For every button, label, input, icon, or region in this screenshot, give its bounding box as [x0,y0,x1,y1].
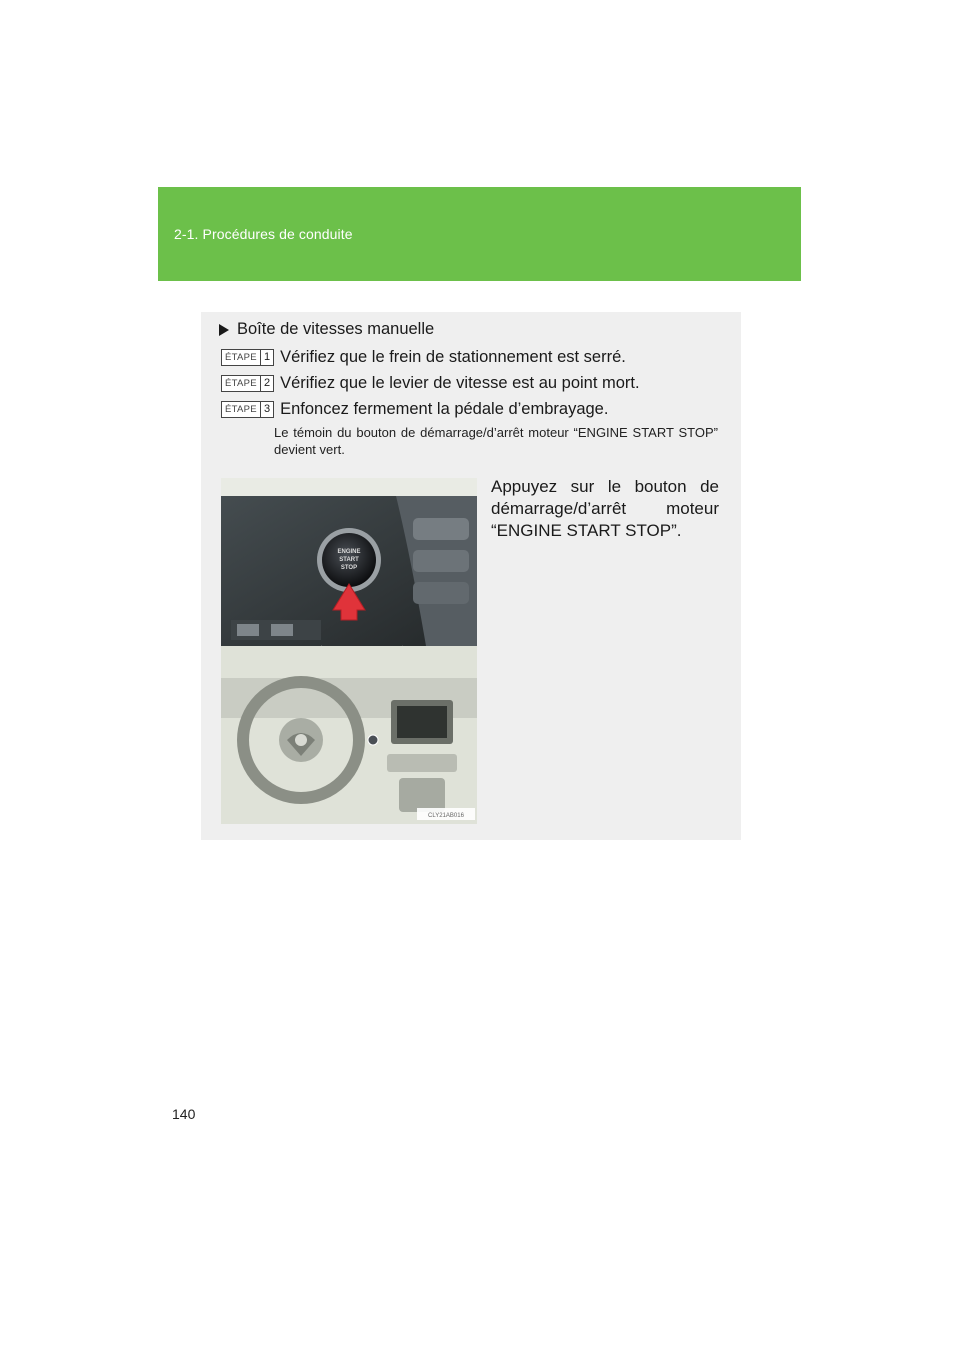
section-heading [219,320,434,339]
button-text-engine: ENGINE [337,549,361,555]
button-text-stop: STOP [340,565,358,571]
content-box [201,312,741,840]
step-1 [221,348,626,367]
header-band [158,187,801,281]
step-badge [221,375,274,392]
step-3 [221,400,608,419]
button-text-start: START [339,557,359,563]
step-2 [221,374,640,393]
step-badge-label: ÉTAPE [222,376,260,391]
step-badge [221,349,274,366]
step-badge-number: 1 [260,350,273,365]
step-3-note: Le témoin du bouton de démarrage/d’arrêt moteur “ENGINE START STOP” devient vert. [274,425,718,457]
step-badge-number: 2 [260,376,273,391]
chapter-title: 2-1. Procédures de conduite [174,226,353,242]
step-badge [221,401,274,418]
step-text: Vérifiez que le frein de stationnement est serré. [280,348,626,366]
step-text: Enfoncez fermement la pédale d’embrayage. [280,400,609,418]
step-badge-number: 3 [260,402,273,417]
step-badge-label: ÉTAPE [222,350,260,365]
triangle-bullet-icon [219,324,229,336]
step-text: Vérifiez que le levier de vitesse est au point mort. [280,374,640,392]
page-number: 140 [172,1106,196,1122]
step-badge-label: ÉTAPE [222,402,260,417]
image-code: CLY21AB016 [428,813,464,819]
section-heading-text: Boîte de vitesses manuelle [237,320,435,338]
dashboard-illustration [221,478,477,824]
step-4-text: Appuyez sur le bouton de démarrage/d’arrêt moteur “ENGINE START STOP”. [491,477,719,540]
engine-start-button-illustration [221,478,477,824]
